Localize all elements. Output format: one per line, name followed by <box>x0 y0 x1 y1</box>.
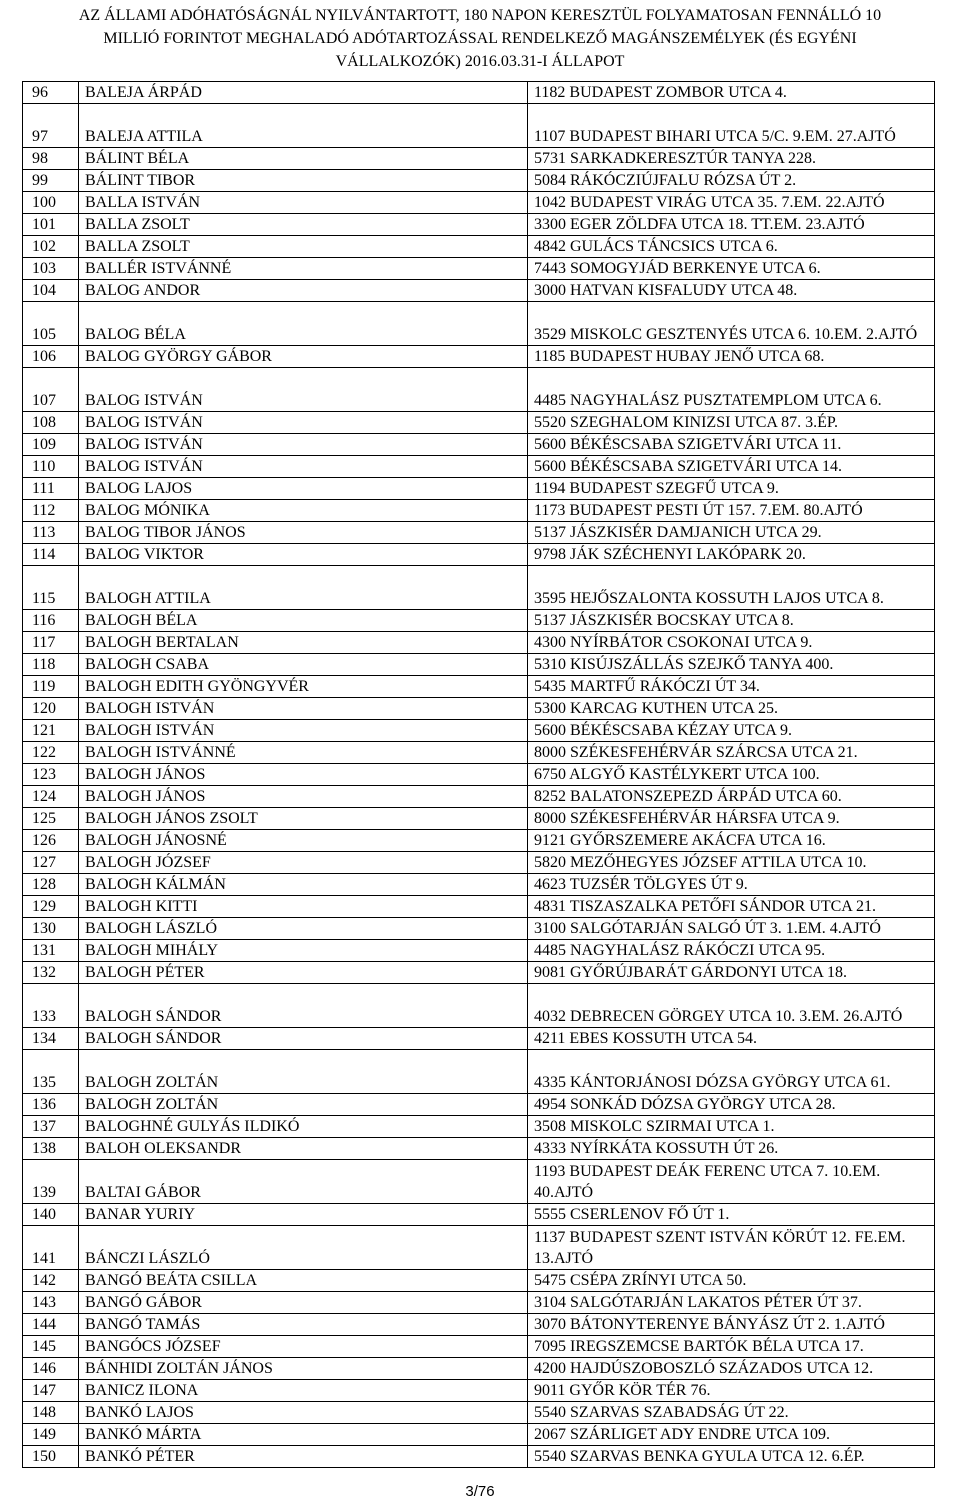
row-number: 103 <box>23 258 79 280</box>
table-row <box>23 786 935 808</box>
row-number: 113 <box>23 522 79 544</box>
table-row <box>23 742 935 764</box>
taxpayer-address: 8000 SZÉKESFEHÉRVÁR HÁRSFA UTCA 9. <box>528 808 935 830</box>
taxpayer-address: 3508 MISKOLC SZIRMAI UTCA 1. <box>528 1116 935 1138</box>
table-row <box>23 962 935 984</box>
table-row <box>23 1292 935 1314</box>
row-number: 134 <box>23 1028 79 1050</box>
taxpayer-name: BALOG ISTVÁN <box>79 412 528 434</box>
taxpayer-address: 8000 SZÉKESFEHÉRVÁR SZÁRCSA UTCA 21. <box>528 742 935 764</box>
row-number: 109 <box>23 434 79 456</box>
taxpayer-name: BANKÓ LAJOS <box>79 1402 528 1424</box>
taxpayer-name: BALOG MÓNIKA <box>79 500 528 522</box>
taxpayer-address: 3529 MISKOLC GESZTENYÉS UTCA 6. 10.EM. 2.AJTÓ <box>528 302 935 346</box>
table-row <box>23 1160 935 1204</box>
table-row <box>23 500 935 522</box>
table-row <box>23 280 935 302</box>
taxpayer-address: 4333 NYÍRKÁTA KOSSUTH ÚT 26. <box>528 1138 935 1160</box>
table-row <box>23 808 935 830</box>
row-number: 129 <box>23 896 79 918</box>
table-row <box>23 214 935 236</box>
page-number: 3/76 <box>465 1483 495 1500</box>
taxpayer-name: BALLA ZSOLT <box>79 214 528 236</box>
table-row <box>23 170 935 192</box>
taxpayer-address: 4954 SONKÁD DÓZSA GYÖRGY UTCA 28. <box>528 1094 935 1116</box>
table-row <box>23 544 935 566</box>
table-row <box>23 478 935 500</box>
row-number: 110 <box>23 456 79 478</box>
taxpayer-address: 1042 BUDAPEST VIRÁG UTCA 35. 7.EM. 22.AJTÓ <box>528 192 935 214</box>
taxpayer-name: BALOGH ATTILA <box>79 566 528 610</box>
table-row <box>23 192 935 214</box>
row-number: 149 <box>23 1424 79 1446</box>
taxpayer-address: 1193 BUDAPEST DEÁK FERENC UTCA 7. 10.EM. 40.AJTÓ <box>528 1160 935 1204</box>
row-number: 119 <box>23 676 79 698</box>
taxpayer-name: BALOG ANDOR <box>79 280 528 302</box>
taxpayer-name: BALOG LAJOS <box>79 478 528 500</box>
taxpayer-table <box>22 81 935 1468</box>
taxpayer-address: 4623 TUZSÉR TÖLGYES ÚT 9. <box>528 874 935 896</box>
row-number: 139 <box>23 1160 79 1204</box>
taxpayer-address: 7443 SOMOGYJÁD BERKENYE UTCA 6. <box>528 258 935 280</box>
taxpayer-name: BANKÓ MÁRTA <box>79 1424 528 1446</box>
taxpayer-address: 9798 JÁK SZÉCHENYI LAKÓPARK 20. <box>528 544 935 566</box>
table-row <box>23 654 935 676</box>
taxpayer-name: BALTAI GÁBOR <box>79 1160 528 1204</box>
table-row <box>23 764 935 786</box>
taxpayer-name: BALEJA ÁRPÁD <box>79 82 528 104</box>
table-row <box>23 456 935 478</box>
row-number: 125 <box>23 808 79 830</box>
taxpayer-name: BALOGH KITTI <box>79 896 528 918</box>
row-number: 100 <box>23 192 79 214</box>
taxpayer-name: BANGÓ TAMÁS <box>79 1314 528 1336</box>
taxpayer-address: 4211 EBES KOSSUTH UTCA 54. <box>528 1028 935 1050</box>
taxpayer-name: BALEJA ATTILA <box>79 104 528 148</box>
taxpayer-name: BALOGH MIHÁLY <box>79 940 528 962</box>
taxpayer-name: BALOGH ISTVÁN <box>79 720 528 742</box>
row-number: 124 <box>23 786 79 808</box>
row-number: 133 <box>23 984 79 1028</box>
taxpayer-name: BALOG BÉLA <box>79 302 528 346</box>
taxpayer-name: BÁNCZI LÁSZLÓ <box>79 1226 528 1270</box>
taxpayer-address: 9081 GYŐRÚJBARÁT GÁRDONYI UTCA 18. <box>528 962 935 984</box>
taxpayer-address: 3300 EGER ZÖLDFA UTCA 18. TT.EM. 23.AJTÓ <box>528 214 935 236</box>
taxpayer-name: BALOGH ISTVÁN <box>79 698 528 720</box>
taxpayer-name: BALOGH BÉLA <box>79 610 528 632</box>
taxpayer-address: 7095 IREGSZEMCSE BARTÓK BÉLA UTCA 17. <box>528 1336 935 1358</box>
taxpayer-name: BALOG ISTVÁN <box>79 434 528 456</box>
taxpayer-name: BÁNHIDI ZOLTÁN JÁNOS <box>79 1358 528 1380</box>
row-number: 132 <box>23 962 79 984</box>
table-row <box>23 104 935 148</box>
taxpayer-address: 6750 ALGYŐ KASTÉLYKERT UTCA 100. <box>528 764 935 786</box>
taxpayer-name: BALOGH EDITH GYÖNGYVÉR <box>79 676 528 698</box>
taxpayer-name: BALOG TIBOR JÁNOS <box>79 522 528 544</box>
taxpayer-address: 1185 BUDAPEST HUBAY JENŐ UTCA 68. <box>528 346 935 368</box>
table-row <box>23 1094 935 1116</box>
taxpayer-address: 8252 BALATONSZEPEZD ÁRPÁD UTCA 60. <box>528 786 935 808</box>
table-row <box>23 676 935 698</box>
row-number: 143 <box>23 1292 79 1314</box>
table-row <box>23 566 935 610</box>
taxpayer-address: 5540 SZARVAS BENKA GYULA UTCA 12. 6.ÉP. <box>528 1446 935 1468</box>
row-number: 135 <box>23 1050 79 1094</box>
taxpayer-address: 5310 KISÚJSZÁLLÁS SZEJKŐ TANYA 400. <box>528 654 935 676</box>
taxpayer-address: 1194 BUDAPEST SZEGFŰ UTCA 9. <box>528 478 935 500</box>
taxpayer-address: 5540 SZARVAS SZABADSÁG ÚT 22. <box>528 1402 935 1424</box>
taxpayer-address: 4032 DEBRECEN GÖRGEY UTCA 10. 3.EM. 26.AJTÓ <box>528 984 935 1028</box>
table-row <box>23 1226 935 1270</box>
row-number: 127 <box>23 852 79 874</box>
row-number: 115 <box>23 566 79 610</box>
taxpayer-name: BALOG ISTVÁN <box>79 368 528 412</box>
table-row <box>23 434 935 456</box>
row-number: 114 <box>23 544 79 566</box>
row-number: 150 <box>23 1446 79 1468</box>
taxpayer-address: 3104 SALGÓTARJÁN LAKATOS PÉTER ÚT 37. <box>528 1292 935 1314</box>
taxpayer-name: BALOGH SÁNDOR <box>79 984 528 1028</box>
taxpayer-name: BALOG GYÖRGY GÁBOR <box>79 346 528 368</box>
row-number: 97 <box>23 104 79 148</box>
table-row <box>23 368 935 412</box>
row-number: 112 <box>23 500 79 522</box>
table-row <box>23 1204 935 1226</box>
row-number: 147 <box>23 1380 79 1402</box>
row-number: 122 <box>23 742 79 764</box>
taxpayer-address: 5820 MEZŐHEGYES JÓZSEF ATTILA UTCA 10. <box>528 852 935 874</box>
taxpayer-address: 5520 SZEGHALOM KINIZSI UTCA 87. 3.ÉP. <box>528 412 935 434</box>
table-row <box>23 940 935 962</box>
taxpayer-address: 5600 BÉKÉSCSABA SZIGETVÁRI UTCA 14. <box>528 456 935 478</box>
row-number: 123 <box>23 764 79 786</box>
table-row <box>23 984 935 1028</box>
taxpayer-address: 5300 KARCAG KUTHEN UTCA 25. <box>528 698 935 720</box>
row-number: 146 <box>23 1358 79 1380</box>
taxpayer-address: 5137 JÁSZKISÉR BOCSKAY UTCA 8. <box>528 610 935 632</box>
row-number: 111 <box>23 478 79 500</box>
row-number: 128 <box>23 874 79 896</box>
taxpayer-address: 3595 HEJŐSZALONTA KOSSUTH LAJOS UTCA 8. <box>528 566 935 610</box>
row-number: 136 <box>23 1094 79 1116</box>
taxpayer-address: 4842 GULÁCS TÁNCSICS UTCA 6. <box>528 236 935 258</box>
header-line-2: MILLIÓ FORINTOT MEGHALADÓ ADÓTARTOZÁSSAL RENDELKEZŐ MAGÁNSZEMÉLYEK (ÉS EGYÉNI <box>103 30 857 47</box>
row-number: 104 <box>23 280 79 302</box>
taxpayer-name: BALOG VIKTOR <box>79 544 528 566</box>
table-row <box>23 852 935 874</box>
row-number: 140 <box>23 1204 79 1226</box>
taxpayer-name: BALOGH JÁNOSNÉ <box>79 830 528 852</box>
table-row <box>23 1402 935 1424</box>
taxpayer-address: 4831 TISZASZALKA PETŐFI SÁNDOR UTCA 21. <box>528 896 935 918</box>
taxpayer-name: BALOGH SÁNDOR <box>79 1028 528 1050</box>
taxpayer-name: BANICZ ILONA <box>79 1380 528 1402</box>
taxpayer-address: 5137 JÁSZKISÉR DAMJANICH UTCA 29. <box>528 522 935 544</box>
table-row <box>23 522 935 544</box>
row-number: 121 <box>23 720 79 742</box>
table-row <box>23 1050 935 1094</box>
row-number: 96 <box>23 82 79 104</box>
table-row <box>23 236 935 258</box>
row-number: 118 <box>23 654 79 676</box>
row-number: 99 <box>23 170 79 192</box>
taxpayer-address: 5600 BÉKÉSCSABA KÉZAY UTCA 9. <box>528 720 935 742</box>
table-row <box>23 1358 935 1380</box>
taxpayer-address: 2067 SZÁRLIGET ADY ENDRE UTCA 109. <box>528 1424 935 1446</box>
taxpayer-address: 4335 KÁNTORJÁNOSI DÓZSA GYÖRGY UTCA 61. <box>528 1050 935 1094</box>
row-number: 117 <box>23 632 79 654</box>
table-row <box>23 1116 935 1138</box>
taxpayer-name: BALOGH ISTVÁNNÉ <box>79 742 528 764</box>
taxpayer-name: BALOGH LÁSZLÓ <box>79 918 528 940</box>
table-row <box>23 698 935 720</box>
taxpayer-address: 9121 GYŐRSZEMERE AKÁCFA UTCA 16. <box>528 830 935 852</box>
row-number: 130 <box>23 918 79 940</box>
table-row <box>23 720 935 742</box>
taxpayer-name: BALLA ZSOLT <box>79 236 528 258</box>
taxpayer-name: BALOGH CSABA <box>79 654 528 676</box>
row-number: 116 <box>23 610 79 632</box>
taxpayer-name: BANGÓ GÁBOR <box>79 1292 528 1314</box>
taxpayer-address: 1173 BUDAPEST PESTI ÚT 157. 7.EM. 80.AJTÓ <box>528 500 935 522</box>
table-row <box>23 1314 935 1336</box>
taxpayer-address: 3070 BÁTONYTERENYE BÁNYÁSZ ÚT 2. 1.AJTÓ <box>528 1314 935 1336</box>
table-row <box>23 896 935 918</box>
row-number: 138 <box>23 1138 79 1160</box>
taxpayer-address: 4200 HAJDÚSZOBOSZLÓ SZÁZADOS UTCA 12. <box>528 1358 935 1380</box>
row-number: 106 <box>23 346 79 368</box>
taxpayer-address: 5600 BÉKÉSCSABA SZIGETVÁRI UTCA 11. <box>528 434 935 456</box>
row-number: 98 <box>23 148 79 170</box>
row-number: 105 <box>23 302 79 346</box>
taxpayer-name: BALLÉR ISTVÁNNÉ <box>79 258 528 280</box>
taxpayer-name: BALLA ISTVÁN <box>79 192 528 214</box>
taxpayer-address: 5731 SARKADKERESZTÚR TANYA 228. <box>528 148 935 170</box>
taxpayer-address: 3100 SALGÓTARJÁN SALGÓ ÚT 3. 1.EM. 4.AJTÓ <box>528 918 935 940</box>
taxpayer-name: BALOGHNÉ GULYÁS ILDIKÓ <box>79 1116 528 1138</box>
taxpayer-name: BALOGH BERTALAN <box>79 632 528 654</box>
taxpayer-name: BALOGH ZOLTÁN <box>79 1050 528 1094</box>
table-row <box>23 148 935 170</box>
row-number: 120 <box>23 698 79 720</box>
row-number: 137 <box>23 1116 79 1138</box>
table-row <box>23 1336 935 1358</box>
table-body <box>23 82 935 1468</box>
taxpayer-address: 5555 CSERLENOV FŐ ÚT 1. <box>528 1204 935 1226</box>
row-number: 107 <box>23 368 79 412</box>
document-header <box>0 4 960 73</box>
taxpayer-address: 4485 NAGYHALÁSZ PUSZTATEMPLOM UTCA 6. <box>528 368 935 412</box>
table-row <box>23 1138 935 1160</box>
taxpayer-name: BALOH OLEKSANDR <box>79 1138 528 1160</box>
taxpayer-name: BALOG ISTVÁN <box>79 456 528 478</box>
row-number: 131 <box>23 940 79 962</box>
taxpayer-address: 4300 NYÍRBÁTOR CSOKONAI UTCA 9. <box>528 632 935 654</box>
taxpayer-name: BALOGH JÁNOS <box>79 764 528 786</box>
table-row <box>23 1424 935 1446</box>
taxpayer-name: BÁLINT BÉLA <box>79 148 528 170</box>
row-number: 148 <box>23 1402 79 1424</box>
taxpayer-address: 1137 BUDAPEST SZENT ISTVÁN KÖRÚT 12. FE.EM. 13.AJTÓ <box>528 1226 935 1270</box>
row-number: 108 <box>23 412 79 434</box>
table-row <box>23 302 935 346</box>
table-row <box>23 82 935 104</box>
taxpayer-address: 5435 MARTFŰ RÁKÓCZI ÚT 34. <box>528 676 935 698</box>
taxpayer-name: BALOGH PÉTER <box>79 962 528 984</box>
table-row <box>23 346 935 368</box>
table-row <box>23 1028 935 1050</box>
row-number: 145 <box>23 1336 79 1358</box>
taxpayer-address: 1107 BUDAPEST BIHARI UTCA 5/C. 9.EM. 27.AJTÓ <box>528 104 935 148</box>
taxpayer-address: 5475 CSÉPA ZRÍNYI UTCA 50. <box>528 1270 935 1292</box>
taxpayer-name: BANGÓ BEÁTA CSILLA <box>79 1270 528 1292</box>
taxpayer-name: BALOGH JÁNOS ZSOLT <box>79 808 528 830</box>
table-row <box>23 830 935 852</box>
table-row <box>23 632 935 654</box>
taxpayer-address: 5084 RÁKÓCZIÚJFALU RÓZSA ÚT 2. <box>528 170 935 192</box>
table-row <box>23 1270 935 1292</box>
table-row <box>23 412 935 434</box>
table-row <box>23 918 935 940</box>
taxpayer-name: BALOGH JÓZSEF <box>79 852 528 874</box>
taxpayer-name: BANKÓ PÉTER <box>79 1446 528 1468</box>
table-row <box>23 1380 935 1402</box>
table-row <box>23 1446 935 1468</box>
taxpayer-address: 1182 BUDAPEST ZOMBOR UTCA 4. <box>528 82 935 104</box>
taxpayer-name: BANAR YURIY <box>79 1204 528 1226</box>
taxpayer-name: BALOGH KÁLMÁN <box>79 874 528 896</box>
row-number: 144 <box>23 1314 79 1336</box>
row-number: 101 <box>23 214 79 236</box>
taxpayer-address: 3000 HATVAN KISFALUDY UTCA 48. <box>528 280 935 302</box>
row-number: 142 <box>23 1270 79 1292</box>
taxpayer-address: 4485 NAGYHALÁSZ RÁKÓCZI UTCA 95. <box>528 940 935 962</box>
taxpayer-name: BALOGH ZOLTÁN <box>79 1094 528 1116</box>
table-row <box>23 258 935 280</box>
table-row <box>23 610 935 632</box>
row-number: 102 <box>23 236 79 258</box>
taxpayer-name: BANGÓCS JÓZSEF <box>79 1336 528 1358</box>
header-line-1: AZ ÁLLAMI ADÓHATÓSÁGNÁL NYILVÁNTARTOTT, 180 NAPON KERESZTÜL FOLYAMATOSAN FENNÁLLÓ 10 <box>78 7 882 24</box>
taxpayer-name: BALOGH JÁNOS <box>79 786 528 808</box>
row-number: 126 <box>23 830 79 852</box>
header-line-3: VÁLLALKOZÓK) 2016.03.31-I ÁLLAPOT <box>335 53 625 70</box>
taxpayer-address: 9011 GYŐR KÖR TÉR 76. <box>528 1380 935 1402</box>
table-row <box>23 874 935 896</box>
taxpayer-name: BÁLINT TIBOR <box>79 170 528 192</box>
row-number: 141 <box>23 1226 79 1270</box>
